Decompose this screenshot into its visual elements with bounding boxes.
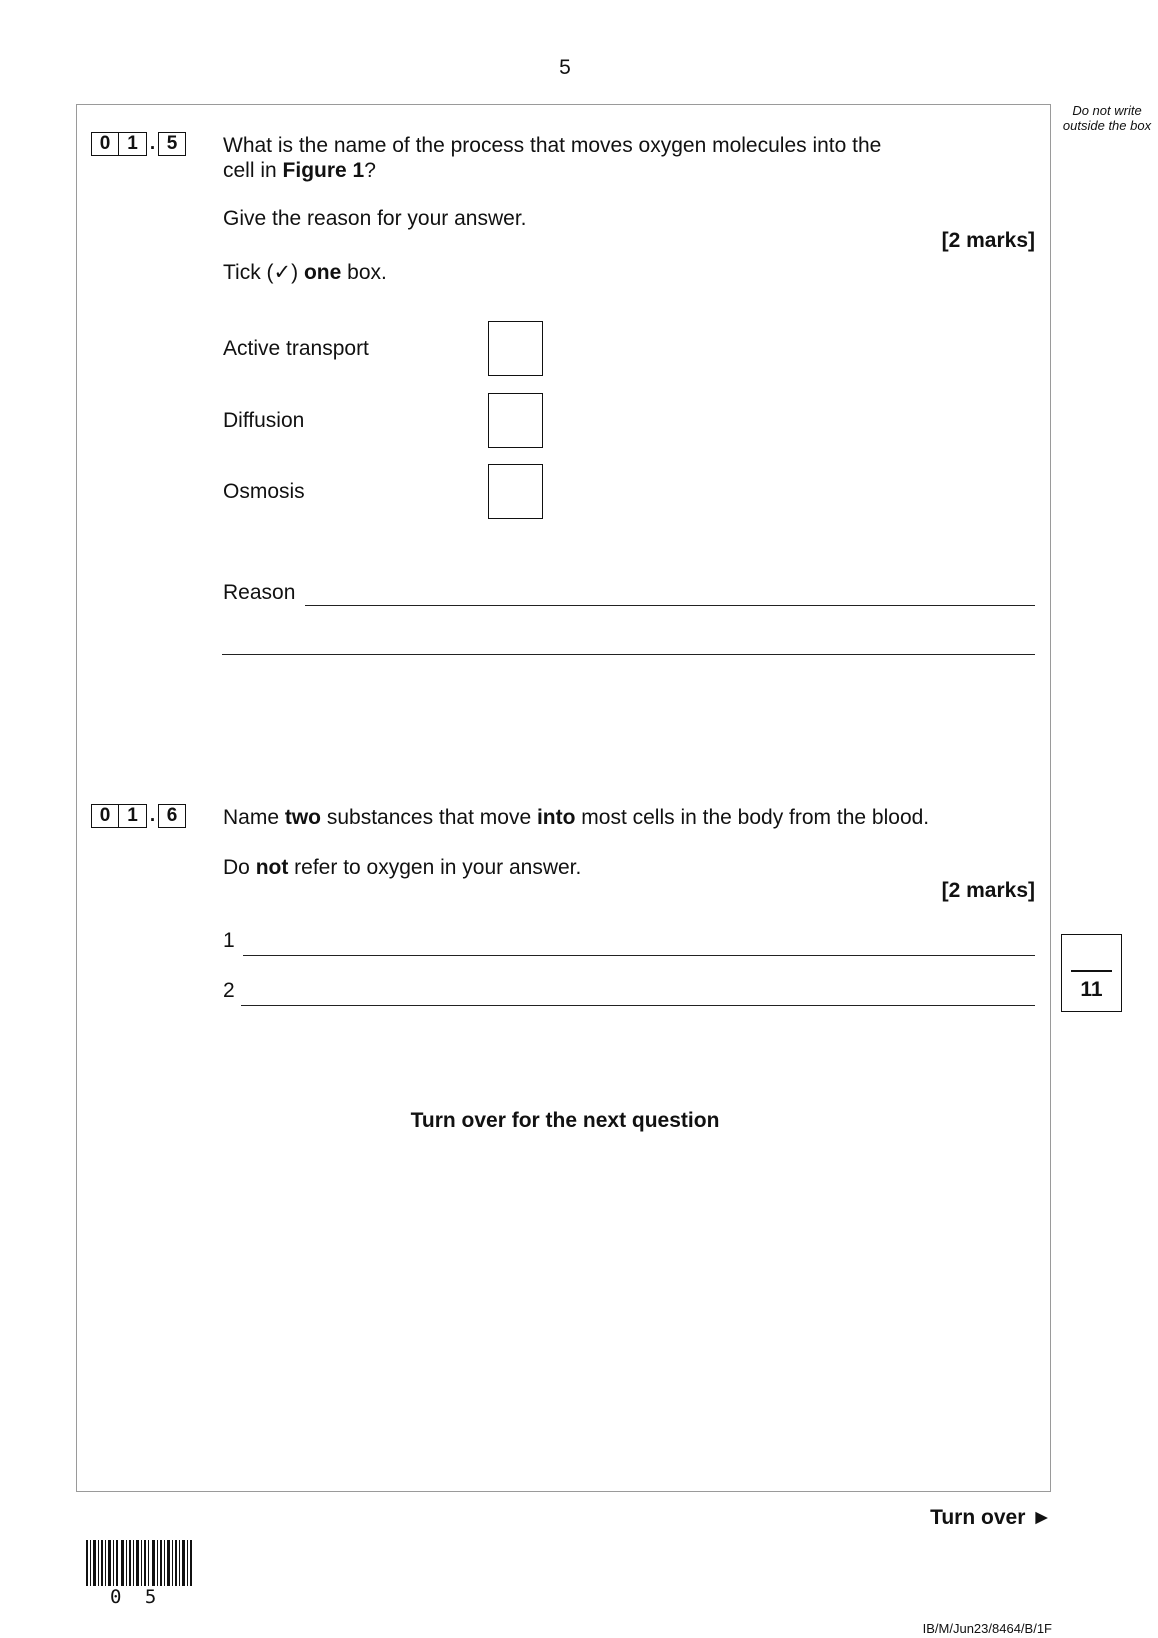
- question-number-01-5: [91, 131, 186, 157]
- question-digit: 1: [119, 132, 147, 156]
- marks-label: [2 marks]: [941, 229, 1035, 252]
- tick-instruction: Tick (✓) one box.: [223, 261, 387, 284]
- question-text-line2: cell in Figure 1?: [223, 159, 376, 182]
- reason-answer-line-1[interactable]: [305, 605, 1035, 606]
- question-digit: 0: [91, 132, 119, 156]
- reason-answer-line-2[interactable]: [222, 654, 1035, 655]
- page-number: 5: [559, 56, 571, 79]
- checkbox-osmosis[interactable]: [488, 464, 543, 519]
- question-digit: 0: [91, 804, 119, 828]
- marks-label: [2 marks]: [941, 879, 1035, 902]
- paper-reference: IB/M/Jun23/8464/B/1F: [922, 1621, 1052, 1636]
- barcode-number: 0 5: [110, 1586, 163, 1608]
- reason-label: Reason: [223, 581, 296, 604]
- question-digit: 5: [158, 132, 186, 156]
- question-dot: .: [149, 133, 156, 154]
- margin-note: Do not write outside the box: [1062, 103, 1152, 133]
- checkbox-diffusion[interactable]: [488, 393, 543, 448]
- option-label-osmosis: Osmosis: [223, 480, 305, 503]
- option-label-diffusion: Diffusion: [223, 409, 305, 432]
- instruction-text: Give the reason for your answer.: [223, 207, 527, 230]
- question-digit: 6: [158, 804, 186, 828]
- option-label-active-transport: Active transport: [223, 337, 369, 360]
- answer-note: Do not refer to oxygen in your answer.: [223, 856, 582, 879]
- question-digit: 1: [119, 804, 147, 828]
- turn-over-label: Turn over ►: [930, 1506, 1052, 1529]
- turn-over-next-question: Turn over for the next question: [410, 1109, 720, 1132]
- answer-number: 1: [223, 929, 235, 952]
- score-total: 11: [1080, 978, 1103, 1001]
- answer-line-1[interactable]: [243, 955, 1035, 956]
- answer-line-2[interactable]: [241, 1005, 1035, 1006]
- barcode: [86, 1540, 192, 1586]
- question-number-01-6: [91, 803, 186, 829]
- answer-number: 2: [223, 979, 235, 1002]
- question-text: Name two substances that move into most cells in the body from the blood.: [223, 806, 930, 829]
- checkbox-active-transport[interactable]: [488, 321, 543, 376]
- question-dot: .: [149, 805, 156, 826]
- score-dash: [1071, 970, 1112, 972]
- question-text-line1: What is the name of the process that moves oxygen molecules into the: [223, 134, 882, 157]
- answer-frame: [76, 104, 1051, 1492]
